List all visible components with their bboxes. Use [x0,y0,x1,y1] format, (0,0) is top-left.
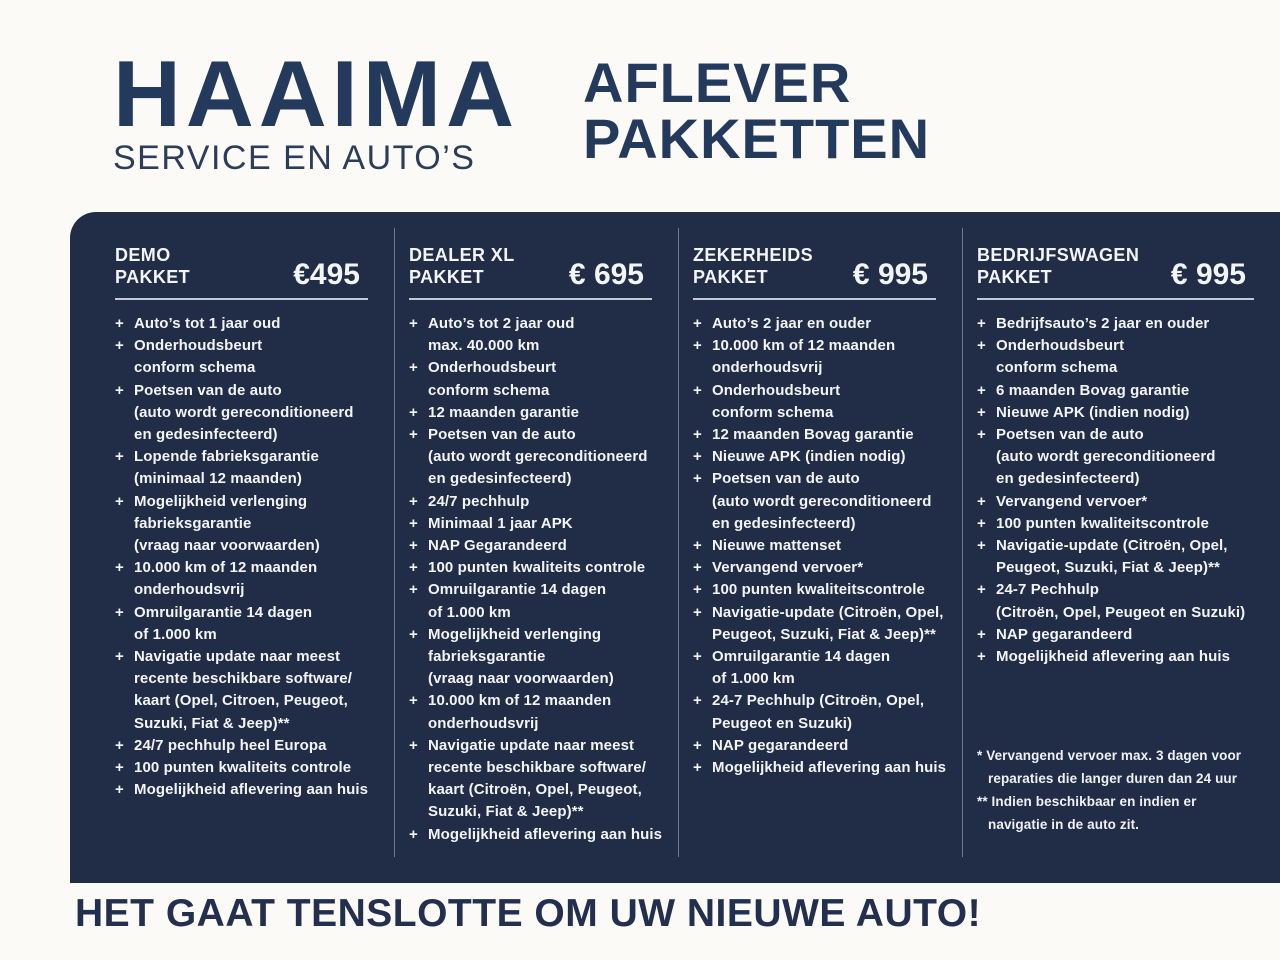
package-item-text [134,779,386,801]
package-item-line: onderhoudsvrij [134,581,245,599]
package-item [409,357,670,401]
package-item-list [409,313,670,846]
plus-icon: + [977,514,986,532]
package-item-line: Auto’s tot 2 jaar oud [428,315,575,332]
package-item [977,579,1272,623]
plus-icon: + [409,403,418,421]
package-item [693,557,954,579]
package-item-line: 100 punten kwaliteits controle [428,559,646,577]
package-item-text [428,824,670,846]
package-price: € 995 [852,258,928,291]
plus-icon: + [409,625,418,643]
package-item-text [712,646,954,690]
package-item [409,557,670,579]
package-item-text [134,446,386,490]
package-item-line: conform schema [134,359,256,377]
package-item [977,624,1272,646]
package-price: € 995 [1170,258,1246,291]
package-item-text [996,535,1272,579]
package-item-line: Onderhoudsbeurt [712,381,841,399]
package-item [693,535,954,557]
package-item-line: Navigatie-update (Citroën, Opel, [712,603,944,621]
plus-icon: + [977,581,986,599]
package-item-line: (auto wordt gereconditioneerd [712,492,932,510]
brand-logo [113,41,519,178]
brand-name: HAAIMA [113,41,519,146]
package-item-line: Navigatie update naar meest [428,736,635,754]
package-item [693,579,954,601]
plus-icon: + [693,448,702,466]
package-item-line: 12 maanden garantie [428,403,580,421]
package-item-text [428,357,670,401]
package-item [977,535,1272,579]
package-name [977,244,1139,288]
package-item-line: Poetsen van de auto [134,381,282,399]
package-item [977,646,1272,668]
plus-icon: + [977,625,986,643]
package-item-line: (vraag naar voorwaarden) [134,537,320,555]
package-item [115,757,386,779]
plus-icon: + [409,825,418,843]
package-item [409,402,670,424]
package-item [693,602,954,646]
package-item-line: (auto wordt gereconditioneerd [428,448,648,466]
package-item-line: conform schema [712,403,834,421]
plus-icon: + [693,603,702,621]
package-item [409,424,670,491]
plus-icon: + [977,403,986,421]
package-name [693,244,813,288]
package-item-text [428,402,670,424]
package-item-line: onderhoudsvrij [428,714,539,732]
package-item-line: 10.000 km of 12 maanden [428,692,612,710]
package-item [693,690,954,734]
packages-panel [70,212,1280,883]
plus-icon: + [115,381,124,399]
package-item-line: Omruilgarantie 14 dagen [134,603,313,621]
plus-icon: + [115,781,124,799]
footnote-line: * Vervangend vervoer max. 3 dagen voor [977,748,1242,764]
plus-icon: + [409,581,418,599]
plus-icon: + [409,359,418,377]
plus-icon: + [409,692,418,710]
package-item-text [428,313,670,357]
plus-icon: + [693,470,702,488]
package-name-line2: PAKKET [693,267,769,287]
package-item-text [428,690,670,734]
package-item-line: Poetsen van de auto [996,426,1144,444]
package-item-list [693,313,954,779]
package-item [409,491,670,513]
package-item-line: kaart (Citroën, Opel, Peugeot, [428,781,642,799]
package-header [977,244,1272,291]
package-item [693,313,954,335]
package-item [409,690,670,734]
package-item-text [428,424,670,491]
package-item-text [712,602,954,646]
plus-icon: + [115,759,124,777]
package-item [693,468,954,535]
package-item-text [712,557,954,579]
package-item-line: max. 40.000 km [428,337,540,355]
package-item-line: en gedesinfecteerd) [996,470,1140,488]
package-item-text [996,313,1272,335]
package-item-line: Mogelijkheid aflevering aan huis [134,781,369,799]
package-header [409,244,670,291]
package-item-line: Nieuwe APK (indien nodig) [712,448,906,466]
package-item-line: Vervangend vervoer* [996,492,1148,510]
plus-icon: + [409,514,418,532]
package-item-line: 24-7 Pechhulp (Citroën, Opel, [712,692,925,710]
package-item-line: 100 punten kwaliteits controle [134,759,352,777]
plus-icon: + [693,315,702,332]
package-name-line1: ZEKERHEIDS [693,245,814,265]
package-item-text [712,535,954,557]
package-item-text [712,424,954,446]
package-item-text [712,690,954,734]
package-item [115,491,386,558]
package-item-text [996,646,1272,668]
package-item-line: Omruilgarantie 14 dagen [712,648,891,666]
plus-icon: + [115,448,124,466]
package-item-text [134,735,386,757]
package-item-line: 100 punten kwaliteitscontrole [712,581,925,599]
package-column [394,228,678,857]
package-item-text [428,491,670,513]
package-item [977,491,1272,513]
package-item-line: Minimaal 1 jaar APK [428,514,573,532]
plus-icon: + [115,492,124,510]
package-item-list [115,313,386,801]
plus-icon: + [693,759,702,777]
footnote-line: ** Indien beschikbaar en indien er [977,794,1197,810]
package-item-line: Suzuki, Fiat & Jeep)** [134,714,290,732]
package-item [977,380,1272,402]
package-item-line: (minimaal 12 maanden) [134,470,302,488]
package-name-line1: BEDRIJFSWAGEN [977,245,1140,265]
package-item-line: of 1.000 km [428,603,511,621]
package-item-line: Suzuki, Fiat & Jeep)** [428,803,584,821]
package-item-line: conform schema [996,359,1118,377]
package-item-text [134,602,386,646]
plus-icon: + [409,426,418,444]
package-item-line: Auto’s tot 1 jaar oud [134,315,281,332]
package-item [693,646,954,690]
package-item [115,779,386,801]
package-item [409,579,670,623]
package-item-line: 24/7 pechhulp [428,492,530,510]
package-price: €495 [293,258,360,291]
package-item-line: Navigatie update naar meest [134,648,341,666]
plus-icon: + [409,537,418,555]
package-item-line: Onderhoudsbeurt [996,337,1125,355]
package-name-line2: PAKKET [115,267,191,287]
package-item [693,335,954,379]
package-column [70,228,394,857]
package-item-text [134,557,386,601]
plus-icon: + [115,559,124,577]
package-item [693,424,954,446]
package-item-line: (Citroën, Opel, Peugeot en Suzuki) [996,603,1246,621]
package-item-text [996,380,1272,402]
package-item-text [996,402,1272,424]
package-item-text [712,757,954,779]
package-item-text [134,491,386,558]
package-item-line: kaart (Opel, Citroen, Peugeot, [134,692,348,710]
plus-icon: + [693,537,702,555]
package-item [409,824,670,846]
plus-icon: + [115,648,124,666]
package-item-text [428,735,670,824]
package-item-text [712,313,954,335]
package-item-line: 24-7 Pechhulp [996,581,1099,599]
package-name [409,244,515,288]
package-item-text [134,335,386,379]
page-title-line1: AFLEVER [583,51,852,114]
package-item-line: Mogelijkheid aflevering aan huis [428,825,663,843]
plus-icon: + [409,559,418,577]
package-item [409,313,670,357]
plus-icon: + [693,581,702,599]
package-item-line: Vervangend vervoer* [712,559,864,577]
package-item-line: onderhoudsvrij [712,359,823,377]
plus-icon: + [693,337,702,355]
package-item-line: 10.000 km of 12 maanden [134,559,318,577]
package-item-line: Peugeot, Suzuki, Fiat & Jeep)** [996,559,1220,577]
package-item-line: of 1.000 km [712,670,795,688]
package-item [115,380,386,447]
package-item [977,513,1272,535]
package-item-line: conform schema [428,381,550,399]
brand-subtitle: SERVICE EN AUTO’S [113,139,476,178]
package-item-text [428,579,670,623]
package-item-line: Onderhoudsbeurt [428,359,557,377]
package-item-line: Lopende fabrieksgarantie [134,448,319,466]
package-item [115,446,386,490]
package-item-line: of 1.000 km [134,625,217,643]
page-title-line2: PAKKETTEN [583,107,931,170]
plus-icon: + [115,315,124,332]
plus-icon: + [977,537,986,555]
plus-icon: + [977,381,986,399]
package-item-line: recente beschikbare software/ [428,759,646,777]
package-item [115,646,386,735]
package-item [977,335,1272,379]
package-item-line: Auto’s 2 jaar en ouder [712,315,872,332]
package-item-text [996,335,1272,379]
package-item [409,513,670,535]
package-item [409,624,670,691]
package-price: € 695 [568,258,644,291]
package-item-line: en gedesinfecteerd) [134,426,278,444]
package-item-line: Peugeot en Suzuki) [712,714,853,732]
package-item [977,402,1272,424]
package-item-line: Omruilgarantie 14 dagen [428,581,607,599]
package-item [115,557,386,601]
plus-icon: + [977,337,986,355]
package-item-line: 10.000 km of 12 maanden [712,337,896,355]
package-item-text [996,624,1272,646]
plus-icon: + [115,337,124,355]
package-item-text [134,313,386,335]
package-item-text [996,491,1272,513]
package-item-line: Navigatie-update (Citroën, Opel, [996,537,1228,555]
package-item [115,313,386,335]
package-item-line: Onderhoudsbeurt [134,337,263,355]
package-item-line: Bedrijfsauto’s 2 jaar en ouder [996,315,1210,332]
package-item-line: fabrieksgarantie [428,648,546,666]
package-item-line: 12 maanden Bovag garantie [712,426,914,444]
package-item-text [712,579,954,601]
plus-icon: + [409,315,418,332]
plus-icon: + [977,648,986,666]
package-separator [693,298,936,300]
package-item-line: 6 maanden Bovag garantie [996,381,1190,399]
package-item-line: (auto wordt gereconditioneerd [134,403,354,421]
package-name-line1: DEMO [115,245,171,265]
plus-icon: + [693,426,702,444]
package-item [693,446,954,468]
package-item-text [428,557,670,579]
package-item-line: fabrieksgarantie [134,514,252,532]
plus-icon: + [693,648,702,666]
plus-icon: + [977,315,986,332]
package-item-line: NAP gegarandeerd [996,625,1133,643]
package-item-line: Mogelijkheid aflevering aan huis [996,648,1231,666]
package-item-text [134,646,386,735]
package-item-line: recente beschikbare software/ [134,670,352,688]
package-item [115,335,386,379]
package-item-line: Poetsen van de auto [428,426,576,444]
package-item [409,535,670,557]
package-column [678,228,962,857]
package-column [962,228,1280,857]
plus-icon: + [693,381,702,399]
package-item-list [977,313,1272,668]
package-item-text [712,468,954,535]
package-item [409,735,670,824]
package-item-line: Poetsen van de auto [712,470,860,488]
package-item-text [134,757,386,779]
package-item-text [712,735,954,757]
plus-icon: + [409,736,418,754]
package-item-line: en gedesinfecteerd) [428,470,572,488]
package-item-line: NAP Gegarandeerd [428,537,567,555]
package-footnotes [977,744,1272,836]
package-name-line1: DEALER XL [409,245,515,265]
plus-icon: + [115,736,124,754]
package-item-text [428,535,670,557]
package-item [693,380,954,424]
packages-grid [70,228,1280,857]
footnote-line: navigatie in de auto zit. [988,817,1140,833]
package-item-line: Peugeot, Suzuki, Fiat & Jeep)** [712,625,936,643]
plus-icon: + [409,492,418,510]
package-item-text [428,513,670,535]
package-header [115,244,386,291]
plus-icon: + [693,692,702,710]
package-item-text [428,624,670,691]
package-item [693,735,954,757]
package-separator [409,298,652,300]
package-item [115,602,386,646]
package-item-line: Mogelijkheid verlenging [428,625,602,643]
page-title [583,51,931,170]
plus-icon: + [693,736,702,754]
package-item-line: Mogelijkheid aflevering aan huis [712,759,947,777]
plus-icon: + [115,603,124,621]
package-item-text [996,513,1272,535]
package-item-line: Nieuwe mattenset [712,537,842,555]
package-item-text [712,335,954,379]
package-item-line: (auto wordt gereconditioneerd [996,448,1216,466]
tagline: HET GAAT TENSLOTTE OM UW NIEUWE AUTO! [75,892,982,935]
package-item-line: en gedesinfecteerd) [712,514,856,532]
package-item-text [134,380,386,447]
package-item-line: 100 punten kwaliteitscontrole [996,514,1209,532]
package-separator [115,298,368,300]
package-item [115,735,386,757]
footnote-line: reparaties die langer duren dan 24 uur [988,771,1238,787]
package-item-text [712,380,954,424]
package-item [977,313,1272,335]
plus-icon: + [693,559,702,577]
package-item-line: Nieuwe APK (indien nodig) [996,403,1190,421]
package-item [693,757,954,779]
plus-icon: + [977,492,986,510]
package-item-line: NAP gegarandeerd [712,736,849,754]
package-item-line: 24/7 pechhulp heel Europa [134,736,327,754]
package-item-line: (vraag naar voorwaarden) [428,670,614,688]
package-item-text [996,579,1272,623]
package-item-line: Mogelijkheid verlenging [134,492,308,510]
package-item-text [996,424,1272,491]
package-name-line2: PAKKET [977,267,1053,287]
package-header [693,244,954,291]
package-item-text [712,446,954,468]
plus-icon: + [977,426,986,444]
package-item [977,424,1272,491]
package-name [115,244,190,288]
package-separator [977,298,1254,300]
package-name-line2: PAKKET [409,267,485,287]
